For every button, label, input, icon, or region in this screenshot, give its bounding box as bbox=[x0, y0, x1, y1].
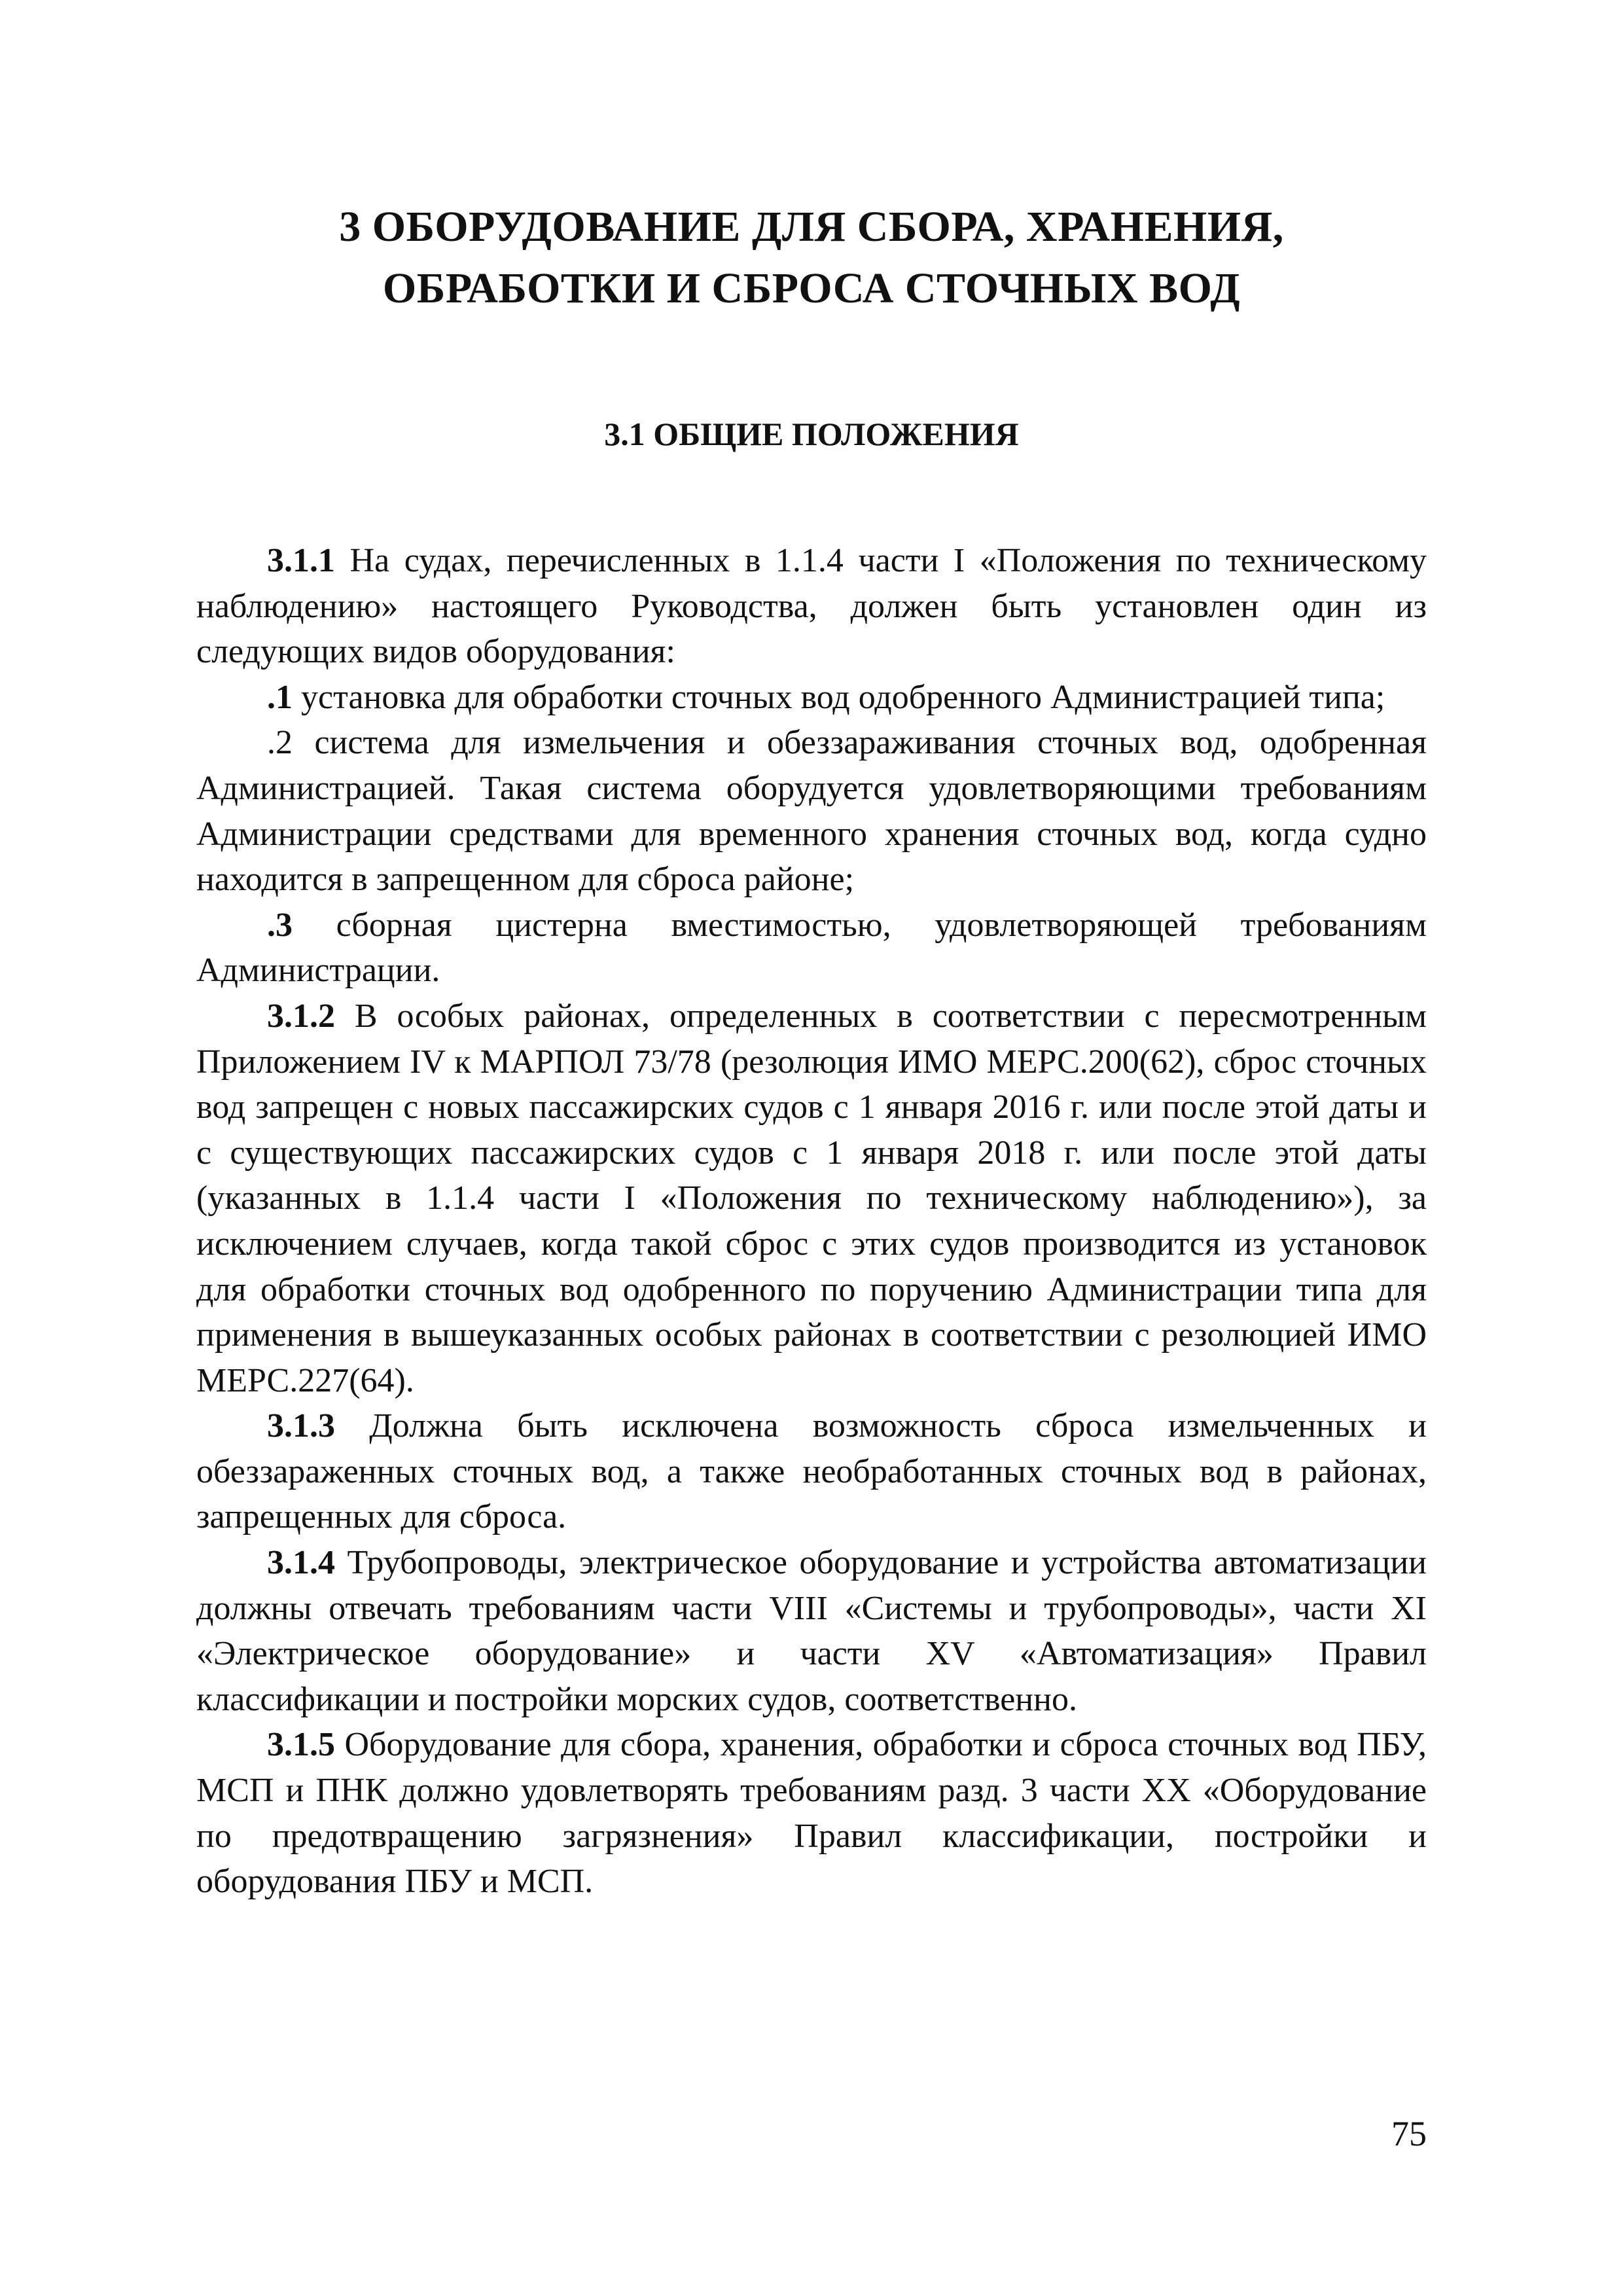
body-text bbox=[196, 538, 1427, 1905]
paragraph-text: Оборудование для сбора, хранения, обработки и сброса сточных вод ПБУ, МСП и ПНК должно удовлетворять требованиям разд. 3 части XX «Оборудование по предотвращению загрязнения» Правил классификации, постройки и оборудования ПБУ и МСП. bbox=[196, 1726, 1427, 1901]
chapter-title-line-1: 3 ОБОРУДОВАНИЕ ДЛЯ СБОРА, ХРАНЕНИЯ, bbox=[339, 203, 1284, 251]
paragraph-text: В особых районах, определенных в соответствии с пересмотренным Приложением IV к МАРПОЛ 73/78 (резолюция ИМО МЕРС.200(62), сброс сточных вод запрещен с новых пассажирских судов с 1 января 2016 г. или после этой даты и с существующих пассажирских судов с 1 января 2018 г. или после этой даты (указанных в 1.1.4 части I «Положения по техническому наблюдению»), за исключением случаев, когда такой сброс с этих судов производится из установок для обработки сточных вод одобренного по поручению Администрации типа для применения в вышеуказанных особых районах в соответствии с резолюцией ИМО МЕРС.227(64). bbox=[196, 997, 1427, 1399]
paragraph-number: 3.1.5 bbox=[267, 1726, 335, 1764]
chapter-title bbox=[196, 196, 1427, 319]
list-item-3 bbox=[196, 903, 1427, 994]
paragraph-3-1-1 bbox=[196, 538, 1427, 675]
document-page bbox=[196, 0, 1427, 2296]
paragraph-number: 3.1.1 bbox=[267, 542, 335, 579]
paragraph-text: На судах, перечисленных в 1.1.4 части I «Положения по техническому наблюдению» настоящего Руководства, должен быть установлен один из следующих видов оборудования: bbox=[196, 542, 1427, 671]
paragraph-text: Должна быть исключена возможность сброса измельченных и обеззараженных сточных вод, а также необработанных сточных вод в районах, запрещенных для сброса. bbox=[196, 1407, 1427, 1536]
page-number: 75 bbox=[1391, 2114, 1427, 2153]
paragraph-3-1-3 bbox=[196, 1403, 1427, 1540]
paragraph-number: 3.1.2 bbox=[267, 997, 335, 1035]
paragraph-3-1-5 bbox=[196, 1722, 1427, 1904]
list-item-number: .1 bbox=[267, 678, 293, 716]
list-item-text: установка для обработки сточных вод одобренного Администрацией типа; bbox=[293, 678, 1385, 716]
list-item-text: система для измельчения и обеззараживания сточных вод, одобренная Администрацией. Такая система оборудуется удовлетворяющими требованиям Администрации средствами для временного хранения сточных вод, когда судно находится в запрещенном для сброса районе; bbox=[196, 724, 1427, 899]
paragraph-number: 3.1.4 bbox=[267, 1544, 335, 1582]
paragraph-text: Трубопроводы, электрическое оборудование и устройства автоматизации должны отвечать требованиям части VIII «Системы и трубопроводы», части XI «Электрическое оборудование» и части XV «Автоматизация» Правил классификации и постройки морских судов, соответственно. bbox=[196, 1544, 1427, 1718]
list-item-text: сборная цистерна вместимостью, удовлетворяющей требованиям Администрации. bbox=[196, 906, 1427, 990]
section-title: 3.1 ОБЩИЕ ПОЛОЖЕНИЯ bbox=[604, 416, 1019, 452]
paragraph-3-1-4 bbox=[196, 1540, 1427, 1722]
paragraph-3-1-2 bbox=[196, 994, 1427, 1403]
list-item-2 bbox=[196, 720, 1427, 902]
paragraph-number: 3.1.3 bbox=[267, 1407, 335, 1445]
list-item-number: .2 bbox=[267, 724, 293, 762]
chapter-title-line-2: ОБРАБОТКИ И СБРОСА СТОЧНЫХ ВОД bbox=[382, 264, 1241, 312]
list-item-1 bbox=[196, 675, 1427, 721]
list-item-number: .3 bbox=[267, 906, 293, 944]
